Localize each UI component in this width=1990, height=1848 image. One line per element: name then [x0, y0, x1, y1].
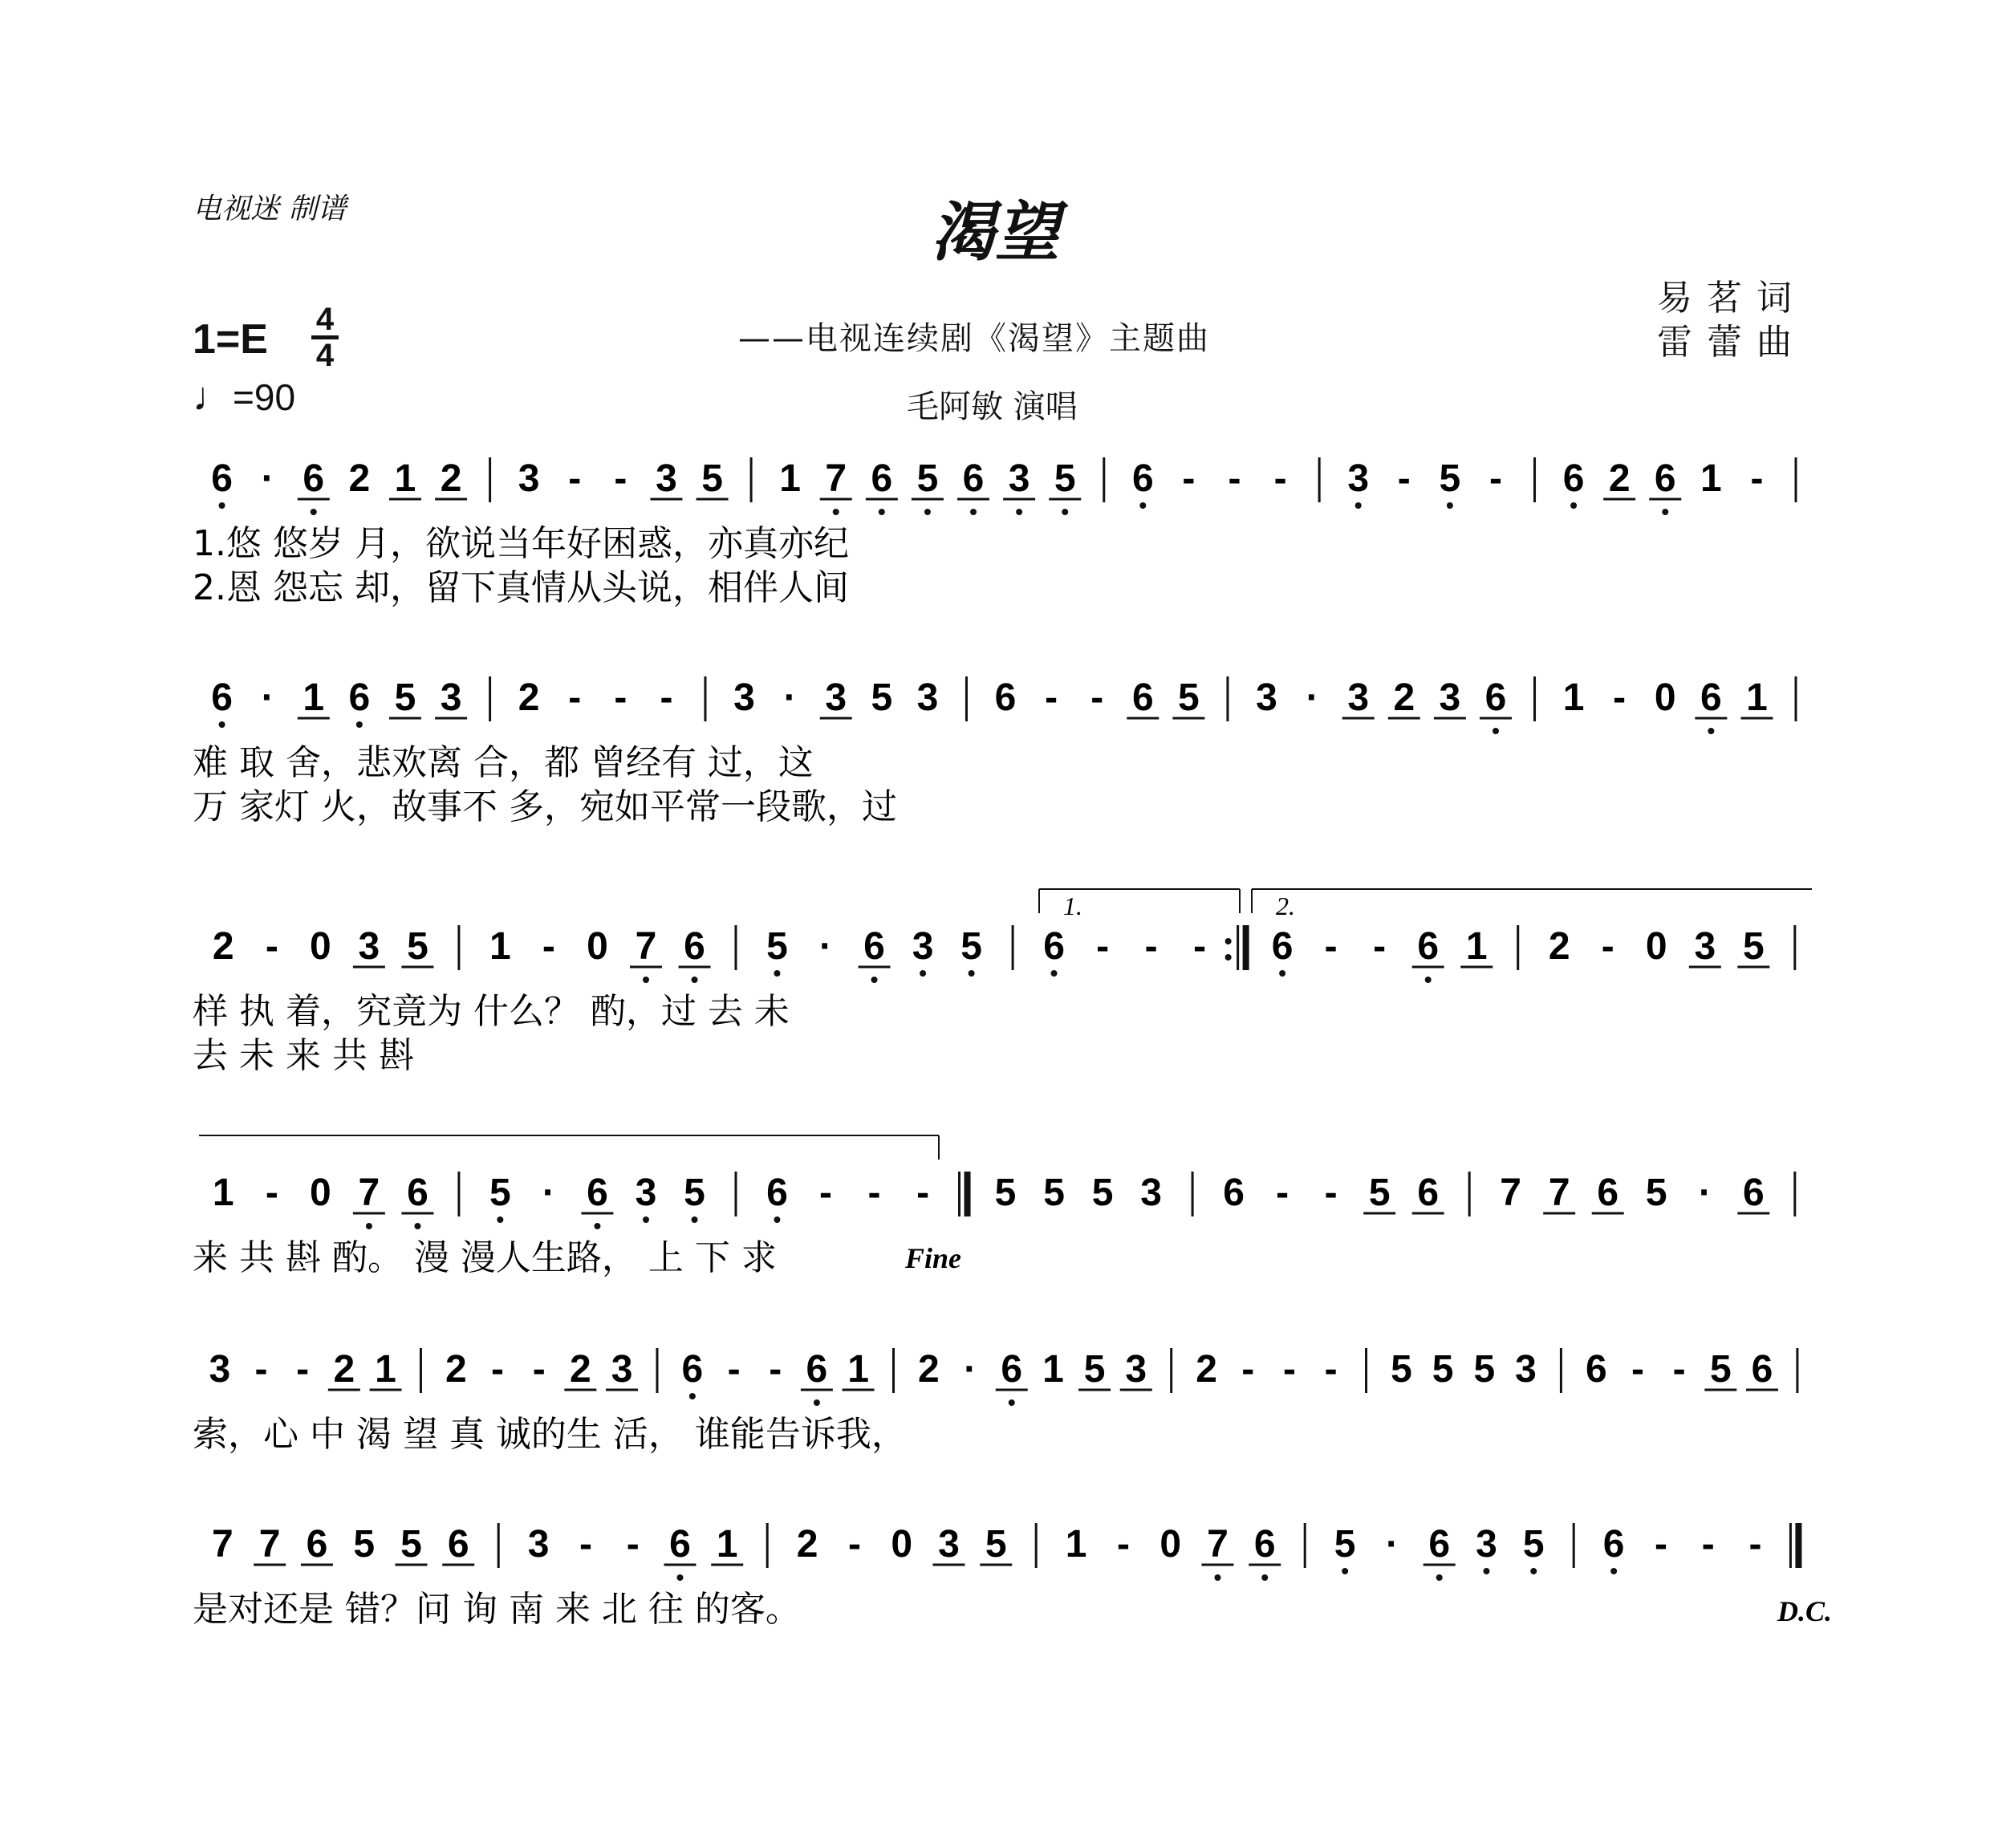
- note: 7: [825, 457, 847, 500]
- note: 0: [891, 1523, 913, 1566]
- low-octave-dot: [414, 1223, 420, 1229]
- low-octave-dot: [774, 1216, 780, 1223]
- note: 3: [916, 676, 939, 719]
- dash-note: -: [296, 1348, 310, 1391]
- dash-note: -: [1193, 925, 1207, 968]
- low-octave-dot: [692, 1216, 698, 1223]
- singer-credit: 毛阿敏 演唱: [907, 388, 1078, 425]
- note: 5: [701, 457, 723, 500]
- low-octave-dot: [774, 970, 780, 977]
- dash-note: -: [769, 1348, 782, 1391]
- note: 5: [1368, 1172, 1391, 1214]
- low-octave-dot: [1016, 509, 1022, 515]
- note: 3: [912, 925, 934, 968]
- note: 6: [1223, 1172, 1245, 1214]
- dash-note: -: [265, 925, 278, 968]
- dash-note: -: [542, 925, 555, 968]
- dash-note: -: [1096, 925, 1110, 968]
- note: 5: [1522, 1523, 1545, 1566]
- lyricist: 易茗词: [1657, 278, 1806, 319]
- dash-note: -: [265, 1172, 278, 1214]
- note: 5: [353, 1523, 376, 1566]
- note: 2: [212, 925, 234, 968]
- note: 6: [1597, 1172, 1619, 1214]
- note: 1: [489, 925, 511, 968]
- note: 1: [1700, 457, 1722, 500]
- note: 2: [1393, 676, 1415, 719]
- note: 5: [400, 1523, 422, 1566]
- lyric-line: 来 共 斟 酌。 漫 漫人生路， 上 下 求: [193, 1237, 777, 1278]
- low-octave-dot: [920, 970, 926, 977]
- note: 1: [394, 457, 416, 500]
- note: 1: [847, 1348, 869, 1391]
- note: 5: [994, 1172, 1017, 1214]
- lyric-line: 难 取 舍，悲欢离 合，都 曾经有 过，这: [193, 742, 814, 783]
- note: 7: [635, 925, 657, 968]
- dot-note: ·: [1385, 1523, 1399, 1566]
- note: 6: [407, 1172, 428, 1214]
- dash-note: -: [1631, 1348, 1644, 1391]
- dc-marking: D.C.: [1777, 1595, 1833, 1627]
- dash-note: -: [1090, 676, 1104, 719]
- note: 6: [211, 676, 233, 719]
- note: 5: [1178, 676, 1200, 719]
- note: 3: [611, 1348, 633, 1391]
- low-octave-dot: [689, 1393, 696, 1399]
- dot-note: ·: [1698, 1172, 1712, 1214]
- note: 6: [306, 1523, 328, 1566]
- low-octave-dot: [1436, 1574, 1443, 1581]
- note: 1: [716, 1523, 738, 1566]
- dash-note: -: [867, 1172, 881, 1214]
- note: 1: [1065, 1523, 1087, 1566]
- note: 5: [1334, 1523, 1356, 1566]
- dot-note: ·: [819, 925, 832, 968]
- dash-note: -: [532, 1348, 546, 1391]
- dash-note: -: [1489, 457, 1502, 500]
- note: 3: [1347, 457, 1370, 500]
- dash-note: -: [1613, 676, 1627, 719]
- note: 2: [796, 1523, 818, 1566]
- song-title: 渴望: [931, 194, 1059, 270]
- dash-note: -: [916, 1172, 930, 1214]
- dash-note: -: [1750, 457, 1764, 500]
- low-octave-dot: [1355, 502, 1362, 509]
- note: 7: [358, 1172, 380, 1214]
- note: 5: [1742, 925, 1765, 968]
- dot-note: ·: [964, 1348, 977, 1391]
- repeat-dot: [1225, 938, 1232, 944]
- dash-note: -: [614, 457, 627, 500]
- dash-note: -: [1144, 925, 1158, 968]
- note: 1: [1465, 925, 1488, 968]
- note: 1: [1746, 676, 1768, 719]
- fine-marking: Fine: [905, 1242, 962, 1274]
- note: 6: [1751, 1348, 1773, 1391]
- note: 3: [1256, 676, 1277, 719]
- low-octave-dot: [1279, 970, 1285, 977]
- dot-note: ·: [542, 1172, 555, 1214]
- note: 6: [1585, 1348, 1607, 1391]
- note: 5: [1083, 1348, 1106, 1391]
- low-octave-dot: [1261, 1574, 1268, 1581]
- note: 3: [938, 1523, 960, 1566]
- note: 3: [656, 457, 677, 500]
- low-octave-dot: [970, 509, 977, 515]
- tempo-value: =90: [233, 376, 296, 418]
- low-octave-dot: [1139, 502, 1146, 509]
- dash-note: -: [1701, 1523, 1715, 1566]
- note: 6: [1271, 925, 1294, 968]
- note: 6: [962, 457, 985, 500]
- note: 3: [1008, 457, 1030, 500]
- note: 3: [518, 457, 540, 500]
- note: 6: [587, 1172, 608, 1214]
- note: 5: [684, 1172, 705, 1214]
- note: 5: [1091, 1172, 1114, 1214]
- lyric-line: 索，心 中 渴 望 真 诚的生 活， 谁能告诉我，: [193, 1414, 907, 1455]
- note: 6: [1001, 1348, 1023, 1391]
- low-octave-dot: [1214, 1574, 1220, 1581]
- dash-note: -: [254, 1348, 268, 1391]
- note: 2: [918, 1348, 940, 1391]
- low-octave-dot: [311, 509, 317, 515]
- note: 6: [348, 676, 371, 719]
- note: 5: [407, 925, 428, 968]
- lyric-line: 去 未 来 共 斟: [193, 1035, 414, 1076]
- dash-note: -: [614, 676, 627, 719]
- low-octave-dot: [497, 1216, 503, 1223]
- note: 6: [684, 925, 705, 968]
- note: 2: [333, 1348, 355, 1391]
- lyric-line: 是对还是 错？问 询 南 来 北 往 的客。: [193, 1589, 801, 1630]
- note: 5: [960, 925, 982, 968]
- note: 3: [733, 676, 755, 719]
- low-octave-dot: [1342, 1568, 1348, 1574]
- note: 6: [211, 457, 233, 500]
- dash-note: -: [579, 1523, 592, 1566]
- low-octave-dot: [594, 1223, 600, 1229]
- dash-note: -: [1324, 925, 1338, 968]
- note: 7: [258, 1523, 281, 1566]
- dash-note: -: [1241, 1348, 1255, 1391]
- time-top: 4: [315, 302, 335, 337]
- dot-note: ·: [783, 676, 797, 719]
- note: 6: [1417, 925, 1440, 968]
- note: 5: [1043, 1172, 1065, 1214]
- dot-note: ·: [1306, 676, 1319, 719]
- low-octave-dot: [219, 502, 225, 509]
- note: 0: [310, 1172, 331, 1214]
- note: 0: [1645, 925, 1667, 968]
- dash-note: -: [847, 1523, 861, 1566]
- note: 3: [825, 676, 847, 719]
- note: 5: [1391, 1348, 1412, 1391]
- note: 7: [1548, 1172, 1570, 1214]
- note: 6: [1253, 1523, 1276, 1566]
- note: 6: [871, 457, 893, 500]
- note: 6: [863, 925, 885, 968]
- low-octave-dot: [1051, 970, 1058, 977]
- dash-note: -: [491, 1348, 505, 1391]
- low-octave-dot: [356, 721, 363, 728]
- note: 3: [1476, 1523, 1497, 1566]
- note: 0: [587, 925, 608, 968]
- note: 7: [1500, 1172, 1521, 1214]
- note: 0: [310, 925, 331, 968]
- low-octave-dot: [924, 509, 931, 515]
- note: 5: [766, 925, 788, 968]
- low-octave-dot: [692, 977, 698, 983]
- quarter-note-icon: ♩: [193, 374, 233, 419]
- low-octave-dot: [1483, 1568, 1489, 1574]
- repeat-dot: [1225, 954, 1232, 961]
- low-octave-dot: [1610, 1568, 1617, 1574]
- note: 6: [1131, 457, 1154, 500]
- dash-note: -: [1276, 1172, 1289, 1214]
- note: 2: [1608, 457, 1631, 500]
- note: 7: [1207, 1523, 1229, 1566]
- note: 6: [447, 1523, 469, 1566]
- dash-note: -: [727, 1348, 741, 1391]
- note: 6: [994, 676, 1017, 719]
- low-octave-dot: [871, 977, 878, 983]
- note: 1: [375, 1348, 396, 1391]
- lyric-line: 1.悠 悠岁 月，欲说当年好困惑，亦真亦纪: [193, 523, 849, 564]
- note: 5: [1709, 1348, 1732, 1391]
- note: 0: [1159, 1523, 1182, 1566]
- note: 2: [445, 1348, 467, 1391]
- low-octave-dot: [1425, 977, 1432, 983]
- note: 6: [1484, 676, 1507, 719]
- note: 7: [212, 1523, 234, 1566]
- low-octave-dot: [833, 509, 839, 515]
- note: 1: [303, 676, 325, 719]
- note: 5: [1439, 457, 1461, 500]
- low-octave-dot: [1447, 502, 1453, 509]
- note: 6: [1428, 1523, 1451, 1566]
- note: 6: [303, 457, 325, 500]
- note: 2: [348, 457, 371, 500]
- note: 2: [1548, 925, 1570, 968]
- low-octave-dot: [1062, 509, 1068, 515]
- note: 5: [394, 676, 416, 719]
- note: 3: [1347, 676, 1370, 719]
- note: 1: [1042, 1348, 1064, 1391]
- dash-note: -: [1273, 457, 1287, 500]
- dash-note: -: [568, 676, 582, 719]
- low-octave-dot: [1662, 509, 1668, 515]
- subtitle: ——电视连续剧《渴望》主题曲: [738, 320, 1210, 357]
- note: 3: [1694, 925, 1716, 968]
- note: 3: [358, 925, 380, 968]
- note: 5: [1645, 1172, 1667, 1214]
- dash-note: -: [1672, 1348, 1686, 1391]
- low-octave-dot: [676, 1574, 683, 1581]
- low-octave-dot: [969, 970, 975, 977]
- note: 1: [779, 457, 801, 500]
- credit-text: 电视迷 制谱: [193, 193, 347, 225]
- note: 0: [1654, 676, 1676, 719]
- dash-note: -: [1748, 1523, 1762, 1566]
- volta-1-label: 1.: [1063, 892, 1082, 920]
- dash-note: -: [1601, 925, 1614, 968]
- note: 6: [1742, 1172, 1765, 1214]
- dot-note: ·: [261, 676, 274, 719]
- lyric-line: 万 家灯 火，故事不 多，宛如平常一段歌，过: [193, 786, 897, 827]
- dash-note: -: [626, 1523, 640, 1566]
- note: 3: [1515, 1348, 1537, 1391]
- note: 1: [212, 1172, 234, 1214]
- dash-note: -: [1228, 457, 1241, 500]
- note: 2: [518, 676, 540, 719]
- low-octave-dot: [1530, 1568, 1537, 1574]
- note: 1: [1562, 676, 1585, 719]
- low-octave-dot: [219, 721, 225, 728]
- dash-note: -: [1116, 1523, 1130, 1566]
- note: 3: [635, 1172, 657, 1214]
- dash-note: -: [568, 457, 582, 500]
- note: 6: [681, 1348, 704, 1391]
- note: 5: [1054, 457, 1076, 500]
- low-octave-dot: [879, 509, 885, 515]
- time-bottom: 4: [315, 338, 335, 373]
- note: 5: [1473, 1348, 1496, 1391]
- note: 6: [1131, 676, 1154, 719]
- note: 6: [1602, 1523, 1625, 1566]
- low-octave-dot: [643, 977, 649, 983]
- dash-note: -: [1654, 1523, 1667, 1566]
- dash-note: -: [1324, 1348, 1338, 1391]
- note: 5: [985, 1523, 1007, 1566]
- dash-note: -: [1397, 457, 1411, 500]
- composer: 雷蕾曲: [1657, 322, 1806, 363]
- dash-note: -: [1045, 676, 1058, 719]
- low-octave-dot: [643, 1216, 649, 1223]
- note: 5: [1432, 1348, 1454, 1391]
- note: 3: [1140, 1172, 1162, 1214]
- note: 6: [669, 1523, 691, 1566]
- dash-note: -: [1373, 925, 1387, 968]
- note: 2: [1196, 1348, 1217, 1391]
- note: 6: [766, 1172, 788, 1214]
- low-octave-dot: [366, 1223, 372, 1229]
- note: 5: [489, 1172, 511, 1214]
- lyric-line: 样 执 着，究竟为 什么？ 酌，过 去 未: [193, 991, 790, 1032]
- note: 6: [1562, 457, 1585, 500]
- note: 6: [806, 1348, 828, 1391]
- note: 6: [1043, 925, 1065, 968]
- note: 5: [916, 457, 939, 500]
- dash-note: -: [1282, 1348, 1296, 1391]
- note: 6: [1654, 457, 1676, 500]
- note: 2: [440, 457, 462, 500]
- dash-note: -: [1324, 1172, 1338, 1214]
- note: 3: [209, 1348, 231, 1391]
- dot-note: ·: [261, 457, 274, 500]
- low-octave-dot: [1009, 1399, 1015, 1406]
- note: 3: [440, 676, 462, 719]
- key-signature: 1=E: [193, 316, 268, 363]
- dash-note: -: [1182, 457, 1196, 500]
- low-octave-dot: [1570, 502, 1577, 509]
- lyric-line: 2.恩 怨忘 却，留下真情从头说，相伴人间: [193, 567, 849, 608]
- volta-2-label: 2.: [1276, 892, 1295, 920]
- low-octave-dot: [1708, 728, 1714, 734]
- note: 6: [1417, 1172, 1440, 1214]
- dash-note: -: [819, 1172, 832, 1214]
- note: 3: [527, 1523, 550, 1566]
- low-octave-dot: [1492, 728, 1499, 734]
- note: 3: [1439, 676, 1461, 719]
- note: 5: [871, 676, 893, 719]
- note: 2: [570, 1348, 591, 1391]
- dash-note: -: [660, 676, 673, 719]
- note: 3: [1125, 1348, 1147, 1391]
- low-octave-dot: [814, 1399, 820, 1406]
- note: 6: [1700, 676, 1722, 719]
